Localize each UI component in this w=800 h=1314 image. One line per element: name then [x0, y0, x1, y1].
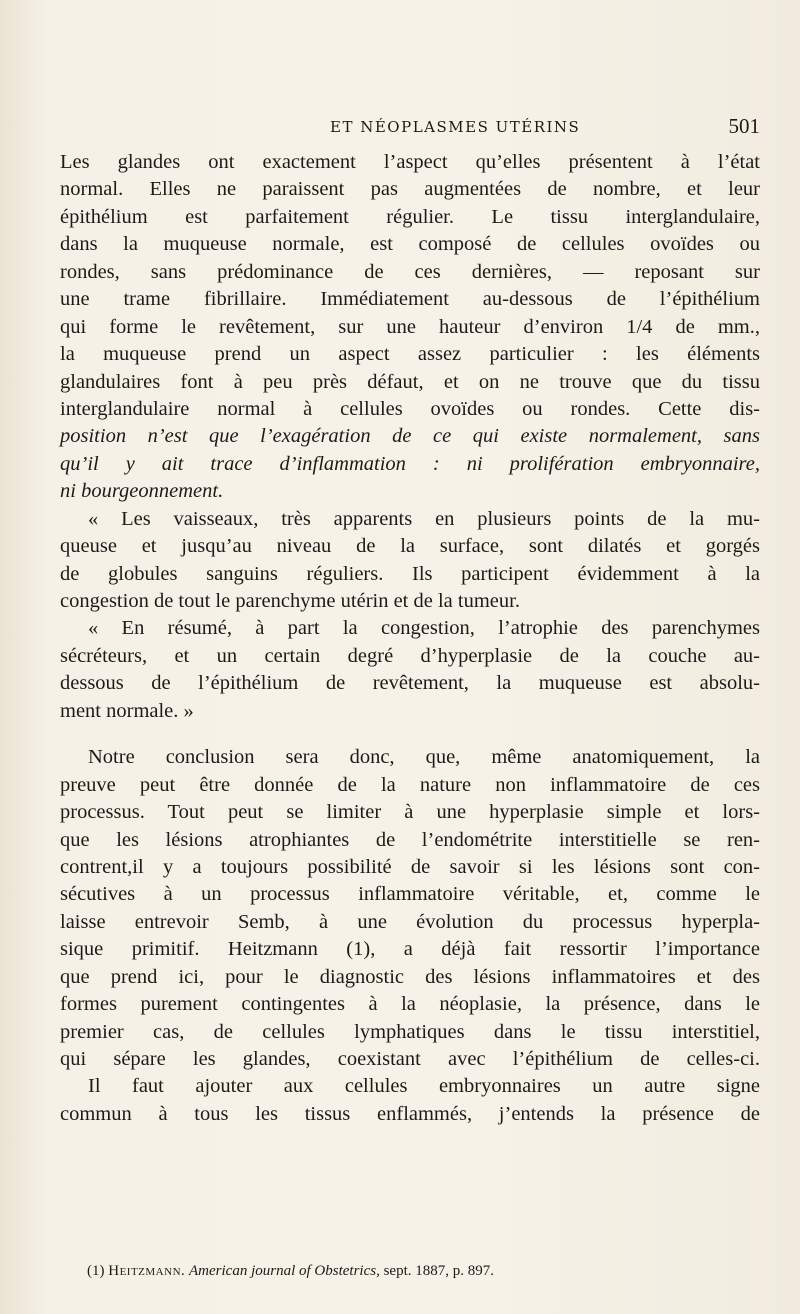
text-line: normal. Elles ne paraissent pas augmentées de nombre, et leur [60, 178, 760, 201]
footnote [87, 1263, 494, 1280]
text-line: queuse et jusqu’au niveau de la surface, sont dilatés et gorgés [60, 535, 760, 558]
text-line: une trame fibrillaire. Immédiatement au-dessous de l’épithélium [60, 288, 760, 311]
footnote-journal: American journal of Obstetrics, [189, 1263, 380, 1279]
body-text [60, 149, 760, 1128]
text-line: sécutives à un processus inflammatoire véritable, et, comme le [60, 883, 760, 906]
text-line: qui forme le revêtement, sur une hauteur d’environ 1/4 de mm., [60, 315, 760, 338]
paragraph-gap [60, 725, 760, 744]
text-line: Les glandes ont exactement l’aspect qu’elles présentent à l’état [60, 151, 760, 173]
text-line: interglandulaire normal à cellules ovoïdes ou rondes. Cette dis- [60, 397, 760, 420]
text-line: processus. Tout peut se limiter à une hyperplasie simple et lors- [60, 801, 760, 824]
footnote-author: Heitzmann. [108, 1263, 186, 1279]
text-line: qui sépare les glandes, coexistant avec l’épithélium de celles-ci. [60, 1048, 760, 1070]
text-line: que les lésions atrophiantes de l’endométrite interstitielle se ren- [60, 828, 760, 851]
text-line: dessous de l’épithélium de revêtement, la muqueuse est absolu- [60, 672, 760, 695]
text-line: ment normale. » [60, 699, 194, 722]
text-line: contrent,il y a toujours possibilité de savoir si les lésions sont con- [60, 855, 760, 878]
text-line: ni bourgeonnement. [60, 480, 224, 503]
text-line: Il faut ajouter aux cellules embryonnaires un autre signe [88, 1075, 760, 1098]
text-line: la muqueuse prend un aspect assez particulier : les éléments [60, 343, 760, 366]
text-line: Notre conclusion sera donc, que, même anatomiquement, la [88, 746, 760, 769]
footnote-details: sept. 1887, p. 897. [383, 1263, 495, 1279]
text-line: preuve peut être donnée de la nature non inflammatoire de ces [60, 773, 760, 796]
text-line: de globules sanguins réguliers. Ils participent évidemment à la [60, 562, 760, 585]
text-line: qu’il y ait trace d’inflammation : ni prolifération embryonnaire, [60, 452, 760, 475]
text-line: « En résumé, à part la congestion, l’atrophie des parenchymes [88, 617, 760, 640]
text-line: congestion de tout le parenchyme utérin et de la tumeur. [60, 590, 520, 612]
text-line: épithélium est parfaitement régulier. Le tissu interglandulaire, [60, 205, 760, 228]
text-line: glandulaires font à peu près défaut, et on ne trouve que du tissu [60, 370, 760, 393]
text-line: premier cas, de cellules lymphatiques dans le tissu interstitiel, [60, 1020, 760, 1043]
running-title: ET NÉOPLASMES UTÉRINS [330, 118, 581, 136]
text-line: laisse entrevoir Semb, à une évolution du processus hyperpla- [60, 910, 760, 933]
page-number: 501 [728, 114, 760, 138]
text-line: commun à tous les tissus enflammés, j’entends la présence de [60, 1102, 760, 1125]
text-line: dans la muqueuse normale, est composé de cellules ovoïdes ou [60, 233, 760, 256]
text-line: formes purement contingentes à la néoplasie, la présence, dans le [60, 993, 760, 1016]
page-header [60, 114, 760, 144]
text-line: rondes, sans prédominance de ces dernières, — reposant sur [60, 260, 760, 283]
text-line: sécréteurs, et un certain degré d’hyperplasie de la couche au- [60, 644, 760, 667]
footnote-marker: (1) [87, 1263, 105, 1279]
text-line: « Les vaisseaux, très apparents en plusieurs points de la mu- [88, 507, 760, 530]
text-line: sique primitif. Heitzmann (1), a déjà fait ressortir l’importance [60, 938, 760, 961]
text-line: position n’est que l’exagération de ce qui existe normalement, sans [60, 425, 760, 448]
text-line: que prend ici, pour le diagnostic des lésions inflammatoires et des [60, 965, 760, 988]
